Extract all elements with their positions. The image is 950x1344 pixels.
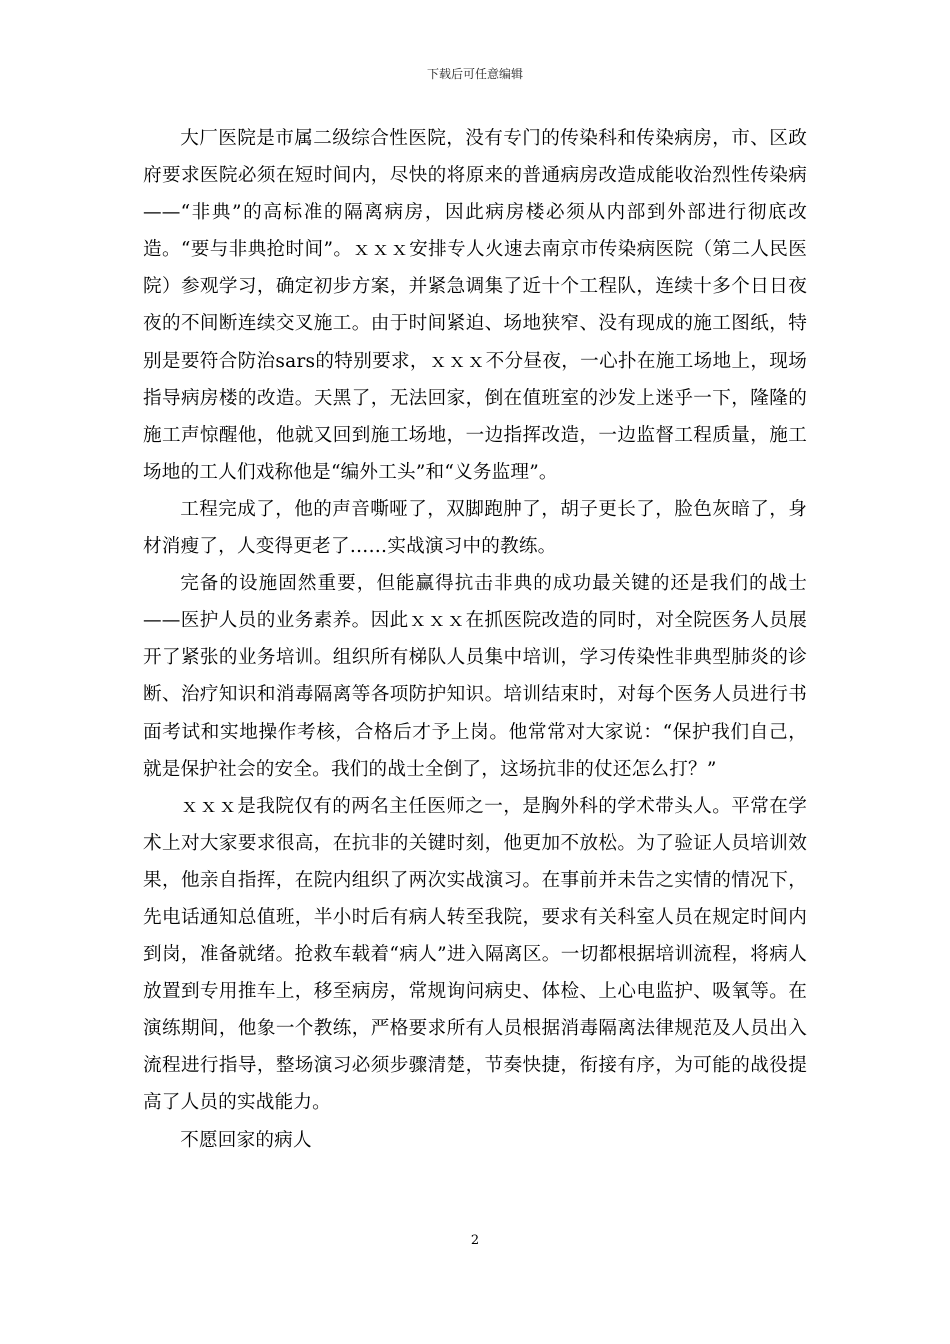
paragraph-4: ｘｘｘ是我院仅有的两名主任医师之一，是胸外科的学术带头人。平常在学术上对大家要求很高，在抗非的关键时刻，他更加不放松。为了验证人员培训效果，他亲自指挥，在院内组织了两次实战演习。在事前并未告之实情的情况下，先电话通知总值班，半小时后有病人转至我院，要求有关科室人员在规定时间内到岗，准备就绪。抢救车载着“病人”进入隔离区。一切都根据培训流程，将病人放置到专用推车上，移至病房，常规询问病史、体检、上心电监护、吸氧等。在演练期间，他象一个教练，严格要求所有人员根据消毒隔离法律规范及人员出入流程进行指导，整场演习必须步骤清楚，节奏快捷，衔接有序，为可能的战役提高了人员的实战能力。 bbox=[143, 795, 807, 1114]
section-heading: 不愿回家的病人 bbox=[180, 1129, 312, 1151]
paragraph-3: 完备的设施固然重要，但能赢得抗击非典的成功最关键的还是我们的战士——医护人员的业务素养。因此ｘｘｘ在抓医院改造的同时，对全院医务人员展开了紧张的业务培训。组织所有梯队人员集中培训，学习传染性非典型肺炎的诊断、治疗知识和消毒隔离等各项防护知识。培训结束时，对每个医务人员进行书面考试和实地操作考核，合格后才予上岗。他常常对大家说：“保护我们自己，就是保护社会的安全。我们的战士全倒了，这场抗非的仗还怎么打？” bbox=[143, 573, 807, 780]
page-header: 下载后可任意编辑 bbox=[426, 67, 523, 81]
page-number: 2 bbox=[470, 1233, 480, 1248]
paragraph-2: 工程完成了，他的声音嘶哑了，双脚跑肿了，胡子更长了，脸色灰暗了，身材消瘦了，人变得更老了……实战演习中的教练。 bbox=[143, 498, 807, 558]
document-body bbox=[143, 120, 807, 1159]
paragraph-1: 大厂医院是市属二级综合性医院，没有专门的传染科和传染病房，市、区政府要求医院必须在短时间内，尽快的将原来的普通病房改造成能收治烈性传染病——“非典”的高标准的隔离病房，因此病房楼必须从内部到外部进行彻底改造。“要与非典抢时间”。ｘｘｘ安排专人火速去南京市传染病医院（第二人民医院）参观学习，确定初步方案，并紧急调集了近十个工程队，连续十多个日日夜夜的不间断连续交叉施工。由于时间紧迫、场地狭窄、没有现成的施工图纸，特别是要符合防治sars的特别要求，ｘｘｘ不分昼夜，一心扑在施工场地上，现场指导病房楼的改造。天黑了，无法回家，倒在值班室的沙发上迷乎一下，隆隆的施工声惊醒他，他就又回到施工场地，一边指挥改造，一边监督工程质量，施工场地的工人们戏称他是“编外工头”和“义务监理”。 bbox=[143, 128, 807, 483]
